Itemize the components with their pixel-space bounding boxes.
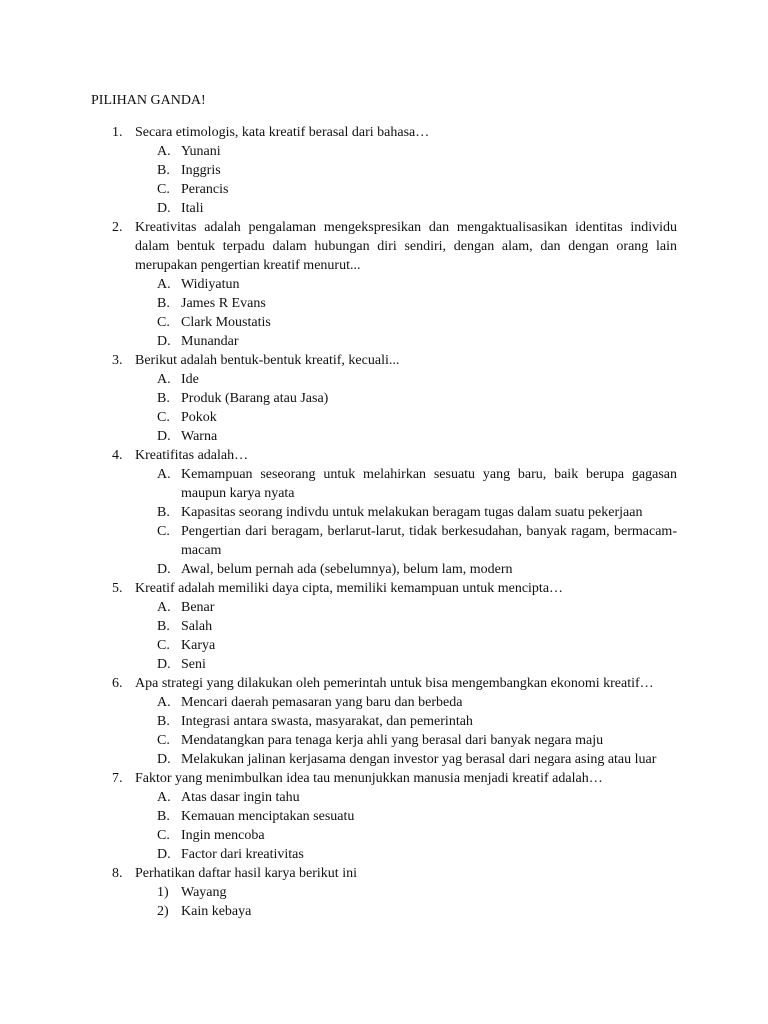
question-item	[0, 864, 768, 883]
question-item	[0, 579, 768, 598]
option-text: Integrasi antara swasta, masyarakat, dan pemerintah	[181, 714, 473, 729]
option-text: Melakukan jalinan kerjasama dengan investor yag berasal dari negara asing atau luar	[181, 752, 657, 767]
option-text: Factor dari kreativitas	[181, 847, 304, 862]
option-item	[0, 636, 768, 655]
question-item	[0, 123, 768, 142]
option-text: Kapasitas seorang indivdu untuk melakukan beragam tugas dalam suatu pekerjaan	[181, 505, 643, 520]
question-item	[0, 769, 768, 788]
option-label: B.	[157, 619, 170, 634]
option-text: Clark Moustatis	[181, 315, 271, 330]
option-text: Itali	[181, 201, 204, 216]
option-item	[0, 522, 768, 560]
question-item	[0, 674, 768, 693]
option-label: D.	[157, 201, 171, 216]
option-item	[0, 180, 768, 199]
option-label: B.	[157, 391, 170, 406]
option-item	[0, 332, 768, 351]
option-text: Warna	[181, 429, 218, 444]
question-item	[0, 351, 768, 370]
option-item	[0, 617, 768, 636]
option-label: B.	[157, 809, 170, 824]
option-label: D.	[157, 752, 171, 767]
option-label: D.	[157, 847, 171, 862]
option-item	[0, 161, 768, 180]
option-text: Wayang	[181, 885, 227, 900]
option-label: A.	[157, 790, 171, 805]
option-label: A.	[157, 277, 171, 292]
option-label: C.	[157, 410, 170, 425]
option-label: A.	[157, 467, 171, 482]
option-label: A.	[157, 372, 171, 387]
option-text: Mencari daerah pemasaran yang baru dan berbeda	[181, 695, 463, 710]
option-item	[0, 408, 768, 427]
question-number: 4.	[112, 448, 123, 463]
option-item	[0, 389, 768, 408]
option-item	[0, 788, 768, 807]
option-text: Inggris	[181, 163, 221, 178]
question-number: 5.	[112, 581, 123, 596]
option-item	[0, 294, 768, 313]
option-text: Salah	[181, 619, 213, 634]
question-number: 2.	[112, 220, 123, 235]
option-item	[0, 750, 768, 769]
option-item	[0, 807, 768, 826]
option-item	[0, 313, 768, 332]
option-item	[0, 598, 768, 617]
question-number: 7.	[112, 771, 123, 786]
option-item	[0, 902, 768, 921]
option-text: Ide	[181, 372, 199, 387]
option-label: C.	[157, 733, 170, 748]
question-text: Secara etimologis, kata kreatif berasal dari bahasa…	[135, 125, 430, 140]
question-text: Kreativitas adalah pengalaman mengekspresikan dan mengaktualisasikan identitas individu dalam bentuk terpadu dalam hubungan diri sendiri, dengan alam, dan dengan orang lain merupakan pengertian kreatif menurut...	[135, 220, 677, 273]
option-text: Kemampuan seseorang untuk melahirkan sesuatu yang baru, baik berupa gagasan maupun karya nyata	[181, 467, 677, 501]
option-text: Pengertian dari beragam, berlarut-larut, tidak berkesudahan, banyak ragam, bermacam-macam	[181, 524, 677, 558]
option-text: Seni	[181, 657, 206, 672]
question-text: Kreatifitas adalah…	[135, 448, 249, 463]
option-text: Awal, belum pernah ada (sebelumnya), belum lam, modern	[181, 562, 513, 577]
option-label: A.	[157, 144, 171, 159]
option-label: D.	[157, 657, 171, 672]
option-text: Yunani	[181, 144, 221, 159]
option-label: A.	[157, 600, 171, 615]
option-text: Produk (Barang atau Jasa)	[181, 391, 329, 406]
option-text: James R Evans	[181, 296, 266, 311]
option-label: C.	[157, 638, 170, 653]
option-item	[0, 883, 768, 902]
option-label: C.	[157, 315, 170, 330]
option-label: B.	[157, 714, 170, 729]
question-number: 6.	[112, 676, 123, 691]
option-label: D.	[157, 429, 171, 444]
option-item	[0, 427, 768, 446]
option-item	[0, 142, 768, 161]
option-text: Kain kebaya	[181, 904, 252, 919]
option-item	[0, 826, 768, 845]
question-item	[0, 218, 768, 275]
option-label: B.	[157, 163, 170, 178]
option-item	[0, 275, 768, 294]
option-item	[0, 503, 768, 522]
question-list	[0, 123, 768, 921]
question-text: Faktor yang menimbulkan idea tau menunjukkan manusia menjadi kreatif adalah…	[135, 771, 603, 786]
question-number: 1.	[112, 125, 123, 140]
question-number: 3.	[112, 353, 123, 368]
question-text: Perhatikan daftar hasil karya berikut ini	[135, 866, 357, 881]
option-item	[0, 693, 768, 712]
option-text: Atas dasar ingin tahu	[181, 790, 300, 805]
option-label: C.	[157, 182, 170, 197]
option-text: Widiyatun	[181, 277, 240, 292]
option-text: Munandar	[181, 334, 239, 349]
option-label: B.	[157, 296, 170, 311]
option-text: Ingin mencoba	[181, 828, 265, 843]
question-text: Berikut adalah bentuk-bentuk kreatif, kecuali...	[135, 353, 400, 368]
question-item	[0, 446, 768, 465]
option-item	[0, 845, 768, 864]
option-item	[0, 731, 768, 750]
option-label: C.	[157, 828, 170, 843]
option-text: Mendatangkan para tenaga kerja ahli yang berasal dari banyak negara maju	[181, 733, 604, 748]
question-text: Kreatif adalah memiliki daya cipta, memiliki kemampuan untuk mencipta…	[135, 581, 564, 596]
page-heading: PILIHAN GANDA!	[91, 93, 206, 108]
option-item	[0, 560, 768, 579]
option-label: 2)	[157, 904, 169, 919]
question-number: 8.	[112, 866, 123, 881]
option-text: Perancis	[181, 182, 229, 197]
option-label: A.	[157, 695, 171, 710]
option-text: Benar	[181, 600, 215, 615]
option-label: B.	[157, 505, 170, 520]
option-item	[0, 655, 768, 674]
option-text: Kemauan menciptakan sesuatu	[181, 809, 355, 824]
option-item	[0, 199, 768, 218]
option-text: Karya	[181, 638, 216, 653]
option-item	[0, 370, 768, 389]
option-item	[0, 712, 768, 731]
question-text: Apa strategi yang dilakukan oleh pemerintah untuk bisa mengembangkan ekonomi kreatif…	[135, 676, 654, 691]
option-label: C.	[157, 524, 170, 539]
option-text: Pokok	[181, 410, 217, 425]
option-item	[0, 465, 768, 503]
option-label: D.	[157, 562, 171, 577]
option-label: D.	[157, 334, 171, 349]
option-label: 1)	[157, 885, 169, 900]
